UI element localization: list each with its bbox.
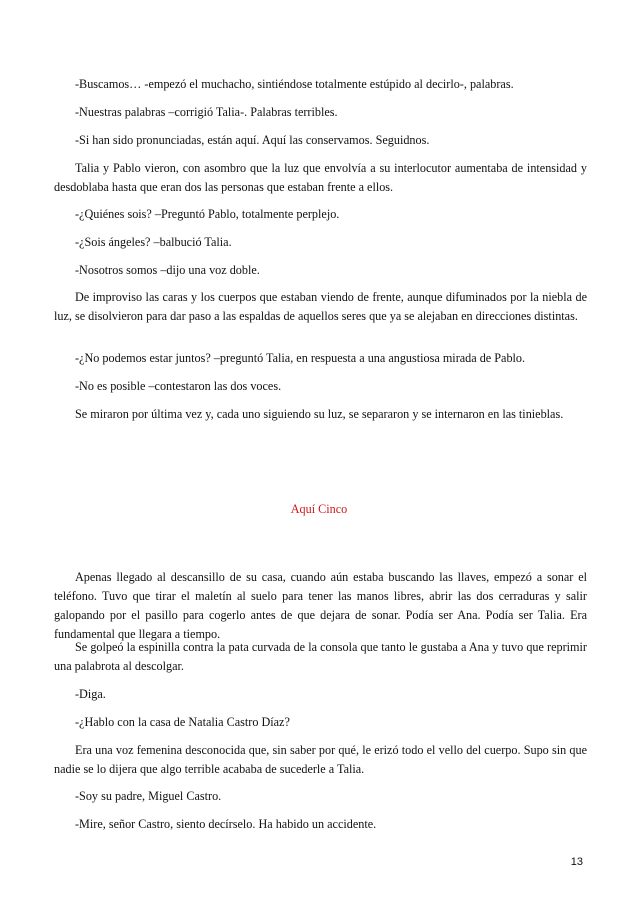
paragraph: -Mire, señor Castro, siento decírselo. Ha habido un accidente.: [75, 817, 377, 831]
paragraph: -Nuestras palabras –corrigió Talia-. Palabras terribles.: [75, 105, 338, 119]
paragraph: Se golpeó la espinilla contra la pata curvada de la consola que tanto le gustaba a Ana y tuvo que reprimir una palabrota al descolgar.: [54, 640, 587, 673]
paragraph: -Diga.: [75, 687, 106, 701]
paragraph: -¿No podemos estar juntos? –preguntó Talia, en respuesta a una angustiosa mirada de Pablo.: [75, 351, 526, 365]
chapter-title: Aquí Cinco: [290, 502, 348, 516]
paragraph: -Si han sido pronunciadas, están aquí. Aquí las conservamos. Seguidnos.: [75, 133, 430, 147]
page-number: 13: [570, 856, 583, 868]
paragraph: Apenas llegado al descansillo de su casa, cuando aún estaba buscando las llaves, empezó a sonar el teléfono. Tuvo que tirar el maletín al suelo para tener las manos libres, abrir las dos cerraduras y salir galopando por el pasillo para cogerlo antes de que dejara de sonar. Podía ser Ana. Podía ser Talia. Era fundamental que llegara a tiempo.: [54, 570, 587, 641]
paragraph: Se miraron por última vez y, cada uno siguiendo su luz, se separaron y se internaron en las tinieblas.: [75, 407, 564, 421]
paragraph: -Soy su padre, Miguel Castro.: [75, 789, 222, 803]
paragraph: -No es posible –contestaron las dos voces.: [75, 379, 282, 393]
paragraph: De improviso las caras y los cuerpos que estaban viendo de frente, aunque difuminados por la niebla de luz, se disolvieron para dar paso a las espaldas de aquellos seres que ya se alejaban en direcciones distintas.: [54, 290, 587, 323]
paragraph: Talia y Pablo vieron, con asombro que la luz que envolvía a su interlocutor aumentaba de intensidad y desdoblaba hasta que eran dos las personas que estaban frente a ellos.: [54, 161, 587, 194]
paragraph: -¿Sois ángeles? –balbució Talia.: [75, 235, 232, 249]
paragraph: Era una voz femenina desconocida que, sin saber por qué, le erizó todo el vello del cuerpo. Supo sin que nadie se lo dijera que algo terrible acababa de sucederle a Talia.: [54, 743, 587, 776]
paragraph: -Buscamos… -empezó el muchacho, sintiéndose totalmente estúpido al decirlo-, palabras.: [75, 77, 514, 91]
paragraph: -Nosotros somos –dijo una voz doble.: [75, 263, 260, 277]
paragraph: -¿Quiénes sois? –Preguntó Pablo, totalmente perplejo.: [75, 207, 340, 221]
paragraph: -¿Hablo con la casa de Natalia Castro Díaz?: [75, 715, 290, 729]
